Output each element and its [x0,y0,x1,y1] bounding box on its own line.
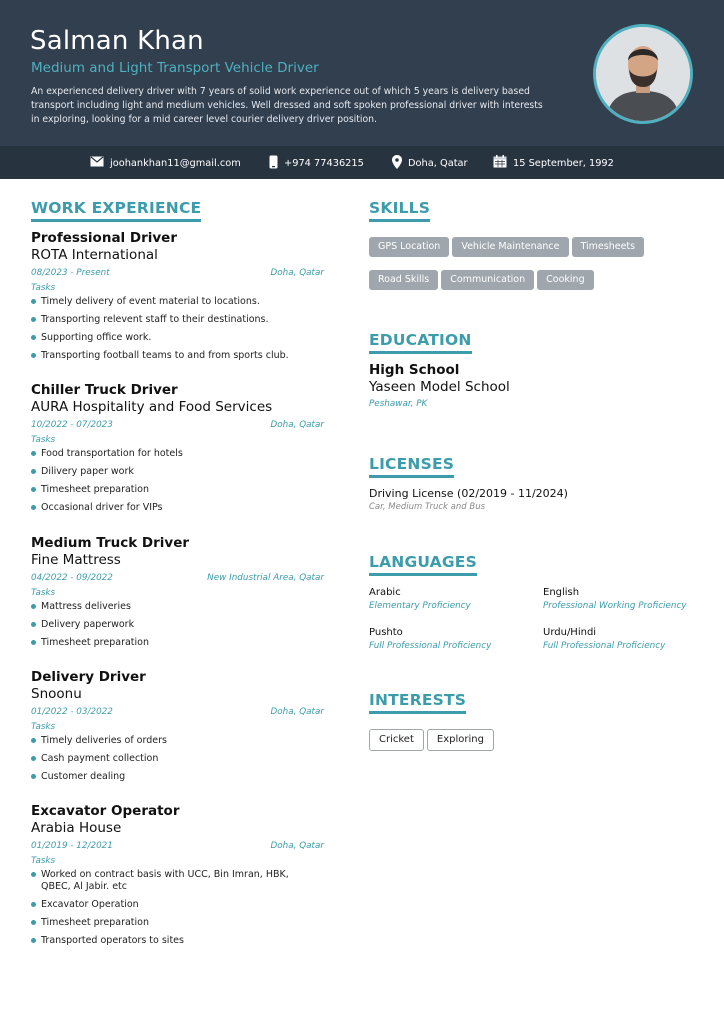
job-dates: 01/2022 - 03/2022 [31,707,113,717]
email-icon [90,156,104,170]
bullet-icon [31,604,36,609]
candidate-summary: An experienced delivery driver with 7 years of solid work experience out of which 5 years is delivery based transport including light and medium vehicles. Well dressed and soft spoken professional driver with interests in exploring, looking for a mid career level courier delivery driver position. [31,86,543,125]
task-item: Worked on contract basis with UCC, Bin Imran, HBK, QBEC, Al Jabir. etc [31,869,301,893]
phone-icon [269,155,278,172]
tasks-label: Tasks [31,435,56,445]
profile-photo-image [596,27,690,121]
task-list [31,601,324,649]
bullet-icon [31,451,36,456]
bullet-icon [31,872,36,877]
job-dates: 10/2022 - 07/2023 [31,420,113,430]
bullet-icon [31,938,36,943]
job-entry [31,230,324,368]
education-degree: High School [369,362,460,378]
job-company: Arabia House [31,820,122,836]
tasks-label: Tasks [31,588,56,598]
bullet-icon [31,920,36,925]
task-item: Delivery paperwork [31,619,324,631]
job-location: Doha, Qatar [270,841,324,851]
candidate-name: Salman Khan [30,26,204,56]
location-pin-icon [392,155,402,172]
bullet-icon [31,738,36,743]
interest-tag: Cricket [369,729,424,751]
task-item: Cash payment collection [31,753,324,765]
work-experience-heading: WORK EXPERIENCE [31,199,201,222]
contact-phone-text: +974 77436215 [284,157,364,169]
bullet-icon [31,505,36,510]
interest-tag: Exploring [427,729,494,751]
skill-tag: Cooking [537,270,593,290]
resume-header [0,0,724,146]
skill-tag: Road Skills [369,270,438,290]
job-dates: 01/2019 - 12/2021 [31,841,113,851]
education-school: Yaseen Model School [369,379,510,395]
skills-heading: SKILLS [369,199,430,222]
bullet-icon [31,487,36,492]
job-company: Fine Mattress [31,552,121,568]
language-item [369,626,539,652]
skills-list [369,234,689,300]
skill-tag: Timesheets [572,237,645,257]
task-item: Occasional driver for VIPs [31,502,324,514]
profile-photo [593,24,693,124]
contact-email-text: joohankhan11@gmail.com [110,157,241,169]
contact-dob [493,155,614,171]
contact-dob-text: 15 September, 1992 [513,157,614,169]
task-list [31,735,324,783]
job-role: Chiller Truck Driver [31,382,178,398]
language-level: Full Professional Proficiency [543,641,666,651]
language-name: Pushto [369,627,403,638]
job-company: ROTA International [31,247,158,263]
task-item: Timely delivery of event material to locations. [31,296,324,308]
education-heading: EDUCATION [369,331,472,354]
bullet-icon [31,299,36,304]
skill-tag: Vehicle Maintenance [452,237,568,257]
language-level: Elementary Proficiency [369,601,471,611]
tasks-label: Tasks [31,283,56,293]
job-dates: 04/2022 - 09/2022 [31,573,113,583]
skill-tag: Communication [441,270,534,290]
task-item: Excavator Operation [31,899,324,911]
job-entry [31,803,324,953]
bullet-icon [31,756,36,761]
license-description: Car, Medium Truck and Bus [369,502,486,512]
interests-heading: INTERESTS [369,691,466,714]
job-meta [31,840,324,852]
education-location: Peshawar, PK [369,399,428,409]
job-location: Doha, Qatar [270,268,324,278]
language-name: English [543,587,580,598]
job-entry [31,535,324,655]
job-role: Professional Driver [31,230,177,246]
contact-bar [0,146,724,179]
job-role: Medium Truck Driver [31,535,190,551]
language-item [369,586,539,612]
job-entry [31,382,324,520]
candidate-title: Medium and Light Transport Vehicle Driver [31,60,319,76]
task-list [31,448,324,514]
bullet-icon [31,774,36,779]
job-meta [31,419,324,431]
task-item: Timesheet preparation [31,484,324,496]
task-item: Transporting football teams to and from sports club. [31,350,324,362]
language-level: Full Professional Proficiency [369,641,492,651]
contact-email[interactable] [90,155,241,171]
bullet-icon [31,902,36,907]
tasks-label: Tasks [31,722,56,732]
job-meta [31,267,324,279]
bullet-icon [31,622,36,627]
task-item: Supporting office work. [31,332,324,344]
job-role: Delivery Driver [31,669,146,685]
languages-heading: LANGUAGES [369,553,477,576]
task-item: Dilivery paper work [31,466,324,478]
job-location: New Industrial Area, Qatar [207,573,324,583]
job-meta [31,572,324,584]
job-location: Doha, Qatar [270,707,324,717]
job-role: Excavator Operator [31,803,180,819]
licenses-heading: LICENSES [369,455,454,478]
task-item: Timely deliveries of orders [31,735,324,747]
contact-phone[interactable] [269,155,364,171]
license-name: Driving License (02/2019 - 11/2024) [369,487,568,500]
task-item: Transported operators to sites [31,935,324,947]
language-name: Arabic [369,587,401,598]
task-item: Food transportation for hotels [31,448,324,460]
job-company: Snoonu [31,686,82,702]
task-list [31,296,324,362]
bullet-icon [31,317,36,322]
job-company: AURA Hospitality and Food Services [31,399,273,415]
job-entry [31,669,324,789]
contact-location [392,155,468,171]
language-item [543,586,713,612]
job-dates: 08/2023 - Present [31,268,110,278]
bullet-icon [31,469,36,474]
task-item: Timesheet preparation [31,637,324,649]
bullet-icon [31,335,36,340]
task-list [31,869,324,947]
task-item: Mattress deliveries [31,601,324,613]
tasks-label: Tasks [31,856,56,866]
task-item: Transporting relevent staff to their destinations. [31,314,324,326]
language-level: Professional Working Proficiency [543,601,687,611]
language-name: Urdu/Hindi [543,627,597,638]
bullet-icon [31,640,36,645]
task-item: Customer dealing [31,771,324,783]
interests-list [369,727,497,751]
bullet-icon [31,353,36,358]
contact-location-text: Doha, Qatar [408,157,468,169]
calendar-icon [493,155,507,171]
task-item: Timesheet preparation [31,917,324,929]
skill-tag: GPS Location [369,237,449,257]
job-meta [31,706,324,718]
language-item [543,626,713,652]
job-location: Doha, Qatar [270,420,324,430]
